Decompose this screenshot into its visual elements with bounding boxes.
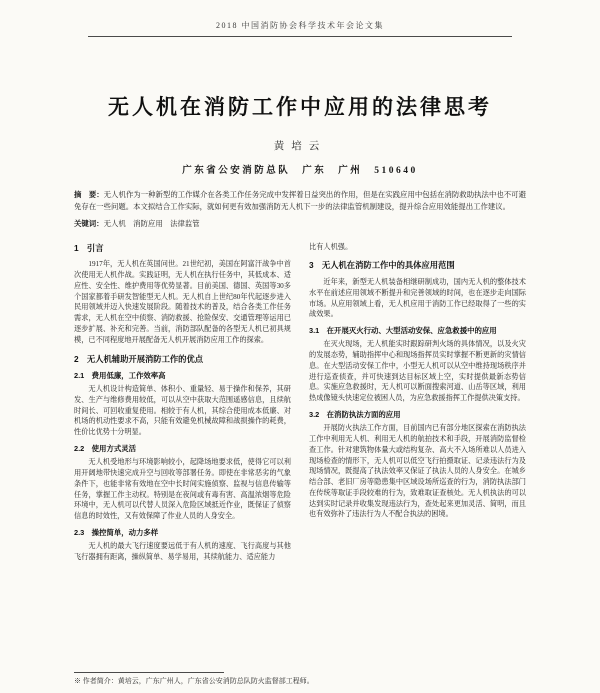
two-column-body (74, 242, 526, 565)
section-1-paragraph: 1917年，无人机在英国问世。21世纪初，美国在阿富汗战争中首次使用无人机作战。实践证明，无人机在执行任务中，其低成本、适应性、安全性、维护费用等优势显著。目前美国、德国、英国等30多个国家都着手研发智能型无人机。无人机自上世纪80年代起逐步进入民用领域并迈入快速发展阶段。随着技术的普及，结合各类工作任务需求，无人机在空中侦察、消防救援、抢险保安、交通管理等运用已逐步扩展、补充和完善。当前，消防部队配备的各型无人机已初具规模，已不同程度地开展配备无人机开展消防应用工作的探索。 (74, 260, 291, 344)
section-2-3-paragraph: 无人机的最大飞行速度要远低于有人机的速度、飞行高度与其他飞行器拥有距离，操纵简单、易学易用，其续航能力、适应能力 (74, 542, 291, 561)
section-2-heading: 2 无人机辅助开展消防工作的优点 (74, 353, 204, 364)
right-column (309, 242, 526, 565)
author-affiliation: 广东省公安消防总队 广东 广州 510640 (182, 166, 418, 176)
author-name: 黄培云 (273, 141, 327, 152)
left-column (74, 242, 291, 565)
abstract-text: 无人机作为一种新型的工作媒介在各类工作任务完成中发挥着日益突出的作用，但是在实践应用中包括在消防救助执法中也不可避免存在一些问题。本文拟结合工作实际，就如何更有效加强消防无人机下一步的法律监管机制建设，提升综合应用效能提出工作建议。 (74, 190, 526, 211)
section-3-2-heading: 3.2 在消防执法方面的应用 (309, 410, 401, 419)
author-footnote (74, 672, 526, 686)
continuation-line: 比有人机强。 (309, 242, 353, 251)
section-3-paragraph: 近年来，新型无人机装备相继研制成功，国内无人机的整体技术水平在前述应用领域不断提升和完善领域的时间，也在逐步走向国际市场。从应用领域上看，无人机应用于消防工作已经取得了一些的实战效果。 (309, 277, 526, 319)
section-2-2-heading: 2.2 使用方式灵活 (74, 444, 137, 454)
keywords-label: 关键词： (74, 218, 104, 228)
section-3-heading: 3 无人机在消防工作中的具体应用范围 (309, 260, 455, 271)
keywords-text: 无人机 消防应用 法律监管 (103, 218, 200, 228)
section-3-1-paragraph: 在灭火现场，无人机能实时跟踪研判火场的具体情况，以及火灾的发展态势，辅助指挥中心和现场指挥员实时掌握不断更新的灾情信息。在大型活动安保工作中，小型无人机可以从空中维持现场秩序并进行巡查侦查，并可快速到达目标区域上空，实时提供最新态势信息。实施应急救援时，无人机可以断面搜索河道、山岳等区域，利用热成像镜头快速定位被困人员，为应急救援指挥工作提供决策支持。 (309, 340, 526, 403)
paper-title: 无人机在消防工作中应用的法律思考 (108, 96, 492, 119)
section-2-1-heading: 2.1 费用低廉，工作效率高 (74, 370, 166, 380)
section-3-1-heading: 3.1 在开展灭火行动、大型活动安保、应急救援中的应用 (309, 326, 497, 336)
section-2-1-paragraph: 无人机设计构造简单、体积小、重量轻、易于操作和保养，其研发、生产与维修费用较低，可以从空中获取大范围遥感信息，且续航时间长、可回收重复使用。相较于有人机，其综合使用成本低廉、对机场的机动性要求不高，只能有效避免机械故障和战损操作的耗费，性价比优势十分明显。 (74, 385, 291, 437)
header-rule (88, 36, 512, 37)
running-head: 2018 中国消防协会科学技术年会论文集 (216, 21, 384, 30)
section-1-heading: 1 引言 (74, 242, 104, 253)
footnote-text: ※ 作者简介：黄培云，广东广州人，广东省公安消防总队防火监督部工程师。 (74, 677, 314, 685)
section-2-2-paragraph: 无人机受地形与环境影响较小，起降场地要求低，使得它可以利用开阔地带快速完成升空与回收等部署任务。即使在非常恶劣的气象条件下，也能非常有效地在空中长时间实施侦察、监视与信息传输等任务，掌握工作主动权。特别是在夜间或有毒有害、高温浓烟等危险环境中，无人机可以代替人员深入危险区域抵近作业，既保证了侦察信息的时效性，又有效保障了作业人员的人身安全。 (74, 458, 291, 521)
section-2-3-heading: 2.3 操控简单，动力多样 (74, 527, 159, 537)
keywords (74, 218, 526, 229)
abstract (74, 189, 526, 213)
footnote-rule (74, 672, 224, 673)
abstract-label: 摘 要： (74, 190, 104, 199)
section-3-2-paragraph: 开展防火执法工作方面，目前国内已有部分地区探索在消防执法工作中利用无人机、利用无人机的航拍技术和手段，开展消防监督检查工作。针对建筑物体量大或结构复杂、高大不入场所难以人员进入现场检查的情形下，无人机可以低空飞行拍摄取证、记录违法行为及现场情况，既提高了执法效率又保证了执法人员的人身安全。在城乡结合部、老旧厂房等隐患集中区域设场所巡查的行为，消防执法部门在传统等取证手段较难的行为，致难取证查核处。无人机执法的可以达到实时记录并收集发现违法行为，查处起来更加灵活、简明，而且也有效弥补了违法行为人不配合执法的困境。 (309, 424, 526, 519)
